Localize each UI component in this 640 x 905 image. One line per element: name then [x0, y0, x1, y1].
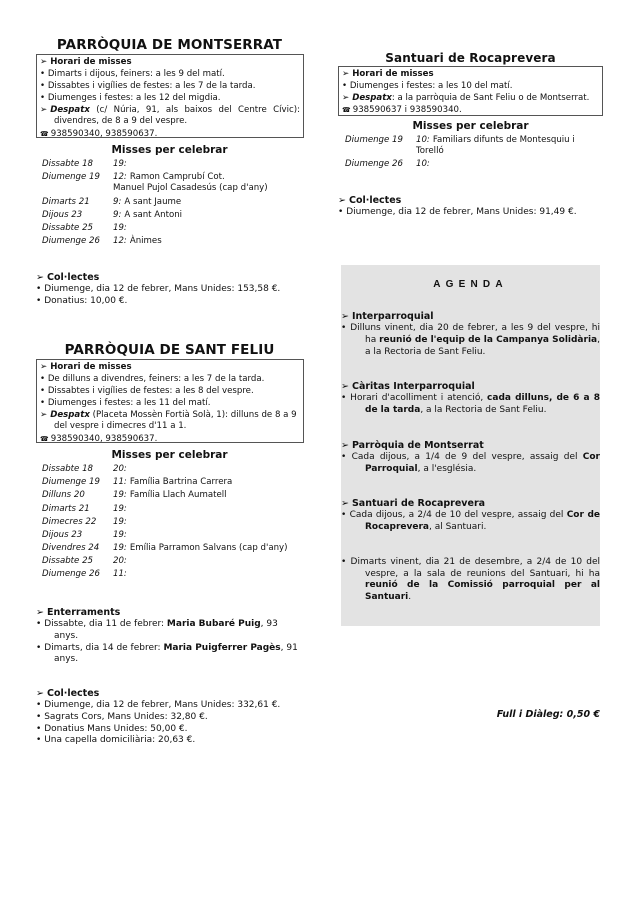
bullet-icon: • [341, 557, 347, 567]
phone-icon: ☎ [40, 129, 49, 138]
arrow-icon: ➢ [36, 688, 44, 699]
mass-row: Dilluns 20 19: Família Llach Aumatell [42, 490, 227, 501]
arrow-icon: ➢ [40, 410, 48, 421]
arrow-icon: ➢ [40, 56, 48, 67]
agenda-title: AGENDA [433, 279, 508, 290]
phone-line: ☎ 938590340, 938590637. [40, 128, 158, 139]
schedule-item: • Diumenges i festes: a les 11 del matí. [40, 398, 211, 409]
agenda-item-heading: ➢ Interparroquial [341, 311, 434, 322]
phone-icon: ☎ [40, 434, 49, 443]
rocaprevera-title: Santuari de Rocaprevera [385, 51, 556, 65]
phone-line: ☎ 938590340, 938590637. [40, 433, 158, 444]
mass-row: Diumenge 26 10: [345, 159, 430, 170]
bullet-icon: • [40, 398, 46, 409]
mass-row: Dissabte 25 20: [42, 556, 127, 567]
arrow-icon: ➢ [341, 381, 349, 392]
mass-row: Dissabte 18 20: [42, 464, 127, 474]
schedule-item: • Dimarts i dijous, feiners: a les 9 del matí. [40, 68, 225, 79]
collections-heading: ➢ Col·lectes [36, 688, 100, 699]
schedule-heading: ➢ Horari de misses [40, 56, 132, 67]
collections-heading: ➢ Col·lectes [338, 195, 402, 206]
bullet-icon: • [342, 80, 348, 91]
arrow-icon: ➢ [40, 361, 48, 372]
santfeliu-collections [36, 688, 316, 747]
bullet-icon: • [36, 735, 42, 746]
montserrat-info-box [36, 54, 304, 138]
bullet-icon: • [341, 323, 347, 334]
rocaprevera-masses-list [345, 134, 603, 172]
mass-row: Dijous 23 19: [42, 529, 127, 540]
bullet-icon: • [36, 296, 42, 307]
mass-row: Dimarts 21 19: [42, 503, 127, 514]
mass-row: Diumenge 26 11: [42, 569, 127, 580]
agenda-item [341, 381, 600, 417]
arrow-icon: ➢ [341, 440, 349, 451]
schedule-item: • De dilluns a divendres, feiners: a les 7 de la tarda. [40, 373, 265, 384]
rocaprevera-masses-title: Misses per celebrar [412, 120, 529, 132]
bullet-icon: • [36, 700, 42, 711]
agenda-item-text: • Cada dijous, a 2/4 de 10 del vespre, assaig del Cor de Rocaprevera, al Santuari. [341, 510, 600, 533]
burial-item: • Dimarts, dia 14 de febrer: Maria Puigferrer Pagès, 91 anys. [36, 642, 298, 665]
burials-heading: ➢ Enterraments [36, 607, 121, 618]
agenda-item [341, 311, 600, 358]
price-label: Full i Diàleg: 0,50 € [496, 709, 600, 720]
mass-row: Diumenge 19 10: Familiars difunts de Montesquiu i Torelló [345, 135, 575, 157]
collection-item: • Donatius Mans Unides: 50,00 €. [36, 723, 188, 734]
arrow-icon: ➢ [40, 105, 48, 116]
bullet-icon: • [36, 723, 42, 734]
collection-item: • Diumenge, dia 12 de febrer, Mans Unides: 332,61 €. [36, 700, 281, 711]
agenda-item-text: • Cada dijous, a 1/4 de 9 del vespre, assaig del Cor Parroquial, a l'església. [341, 452, 600, 475]
mass-row: Divendres 24 19: Emília Parramon Salvans (cap d'any) [42, 543, 288, 554]
agenda-item-text: • Dilluns vinent, dia 20 de febrer, a les 9 del vespre, hi ha reunió de l'equip de la Campanya Solidària, a la Rectoria de Sant Feliu. [341, 323, 600, 357]
arrow-icon: ➢ [342, 68, 350, 79]
mass-row: Dimecres 22 19: [42, 516, 127, 527]
arrow-icon: ➢ [342, 92, 350, 103]
mass-row: Dimarts 21 9: A sant Jaume [42, 196, 182, 207]
arrow-icon: ➢ [341, 498, 349, 509]
santfeliu-burials [36, 607, 304, 666]
burial-item: • Dissabte, dia 11 de febrer: Maria Bubaré Puig, 93 anys. [36, 619, 278, 642]
mass-row: Dissabte 25 19: [42, 222, 127, 233]
schedule-heading: ➢ Horari de misses [40, 361, 132, 372]
phone-line: ☎ 938590637 i 938590340. [342, 105, 462, 116]
mass-row: Diumenge 19 11: Família Bartrina Carrera [42, 477, 233, 488]
montserrat-masses-title: Misses per celebrar [111, 144, 228, 156]
collection-item: • Diumenge, dia 12 de febrer, Mans Unides: 153,58 €. [36, 284, 281, 295]
arrow-icon: ➢ [36, 607, 44, 618]
office-info: ➢ Despatx (Placeta Mossèn Fortià Solà, 1): dilluns de 8 a 9 del vespre i dimecres d'11 a 1. [40, 410, 297, 432]
collections-heading: ➢ Col·lectes [36, 272, 100, 283]
schedule-item: • Dissabtes i vigílies de festes: a les 8 del vespre. [40, 385, 254, 396]
office-info: ➢ Despatx (c/ Núria, 91, als baixos del Centre Cívic): divendres, de 8 a 9 del vespre. [40, 105, 300, 127]
santfeliu-masses-title: Misses per celebrar [111, 449, 228, 461]
bullet-icon: • [36, 284, 42, 295]
schedule-heading: ➢ Horari de misses [342, 68, 434, 79]
bullet-icon: • [36, 642, 42, 653]
collection-item: • Sagrats Cors, Mans Unides: 32,80 €. [36, 712, 208, 723]
phone-icon: ☎ [342, 106, 351, 115]
santfeliu-info-box [36, 359, 304, 443]
bullet-icon: • [341, 510, 347, 521]
santfeliu-title: PARRÒQUIA DE SANT FELIU [64, 342, 275, 358]
bullet-icon: • [36, 712, 42, 723]
bullet-icon: • [40, 373, 46, 384]
agenda-item-heading: ➢ Parròquia de Montserrat [341, 440, 484, 451]
agenda-item [341, 498, 600, 534]
montserrat-masses-list [42, 158, 304, 248]
bullet-icon: • [40, 80, 46, 91]
agenda-item [341, 440, 600, 476]
mass-row: Dijous 23 9: A sant Antoni [42, 209, 183, 220]
schedule-item: • Diumenges i festes: a les 10 del matí. [342, 80, 513, 91]
montserrat-collections [36, 272, 304, 308]
collection-item: • Diumenge, dia 12 de febrer, Mans Unides: 91,49 €. [338, 207, 577, 218]
rocaprevera-collections [338, 195, 608, 219]
agenda-item [341, 557, 600, 604]
bullet-icon: • [40, 68, 46, 79]
bullet-icon: • [341, 452, 347, 463]
schedule-item: • Diumenges i festes: a les 12 del migdia. [40, 93, 221, 104]
arrow-icon: ➢ [341, 311, 349, 322]
mass-row: Diumenge 19 12: Ramon Camprubí Cot. Manuel Pujol Casadesús (cap d'any) [42, 172, 268, 194]
agenda-item-text: • Dimarts vinent, dia 21 de desembre, a 2/4 de 10 del vespre, a la sala de reunions del Santuari, hi ha reunió de la Comissió parroquial per al Santuari. [341, 557, 600, 603]
bullet-icon: • [338, 207, 344, 218]
schedule-item: • Dissabtes i vigílies de festes: a les 7 de la tarda. [40, 80, 256, 91]
agenda-item-heading: ➢ Càritas Interparroquial [341, 381, 475, 392]
agenda-item-text: • Horari d'acolliment i atenció, cada dilluns, de 6 a 8 de la tarda, a la Rectoria de Sant Feliu. [341, 393, 600, 416]
mass-row: Diumenge 26 12: Ànimes [42, 236, 162, 247]
office-info: ➢ Despatx: a la parròquia de Sant Feliu o de Montserrat. [342, 92, 590, 103]
montserrat-title: PARRÒQUIA DE MONTSERRAT [56, 37, 283, 53]
arrow-icon: ➢ [36, 272, 44, 283]
santfeliu-masses-list [42, 463, 304, 582]
collection-item: • Donatius: 10,00 €. [36, 296, 128, 307]
collection-item: • Una capella domiciliària: 20,63 €. [36, 735, 196, 746]
rocaprevera-info-box [338, 66, 603, 116]
bullet-icon: • [36, 619, 42, 630]
bullet-icon: • [40, 93, 46, 104]
mass-row: Dissabte 18 19: [42, 159, 127, 169]
bullet-icon: • [40, 385, 46, 396]
agenda-box [341, 265, 600, 626]
arrow-icon: ➢ [338, 195, 346, 206]
bullet-icon: • [341, 393, 347, 404]
agenda-item-heading: ➢ Santuari de Rocaprevera [341, 498, 486, 509]
